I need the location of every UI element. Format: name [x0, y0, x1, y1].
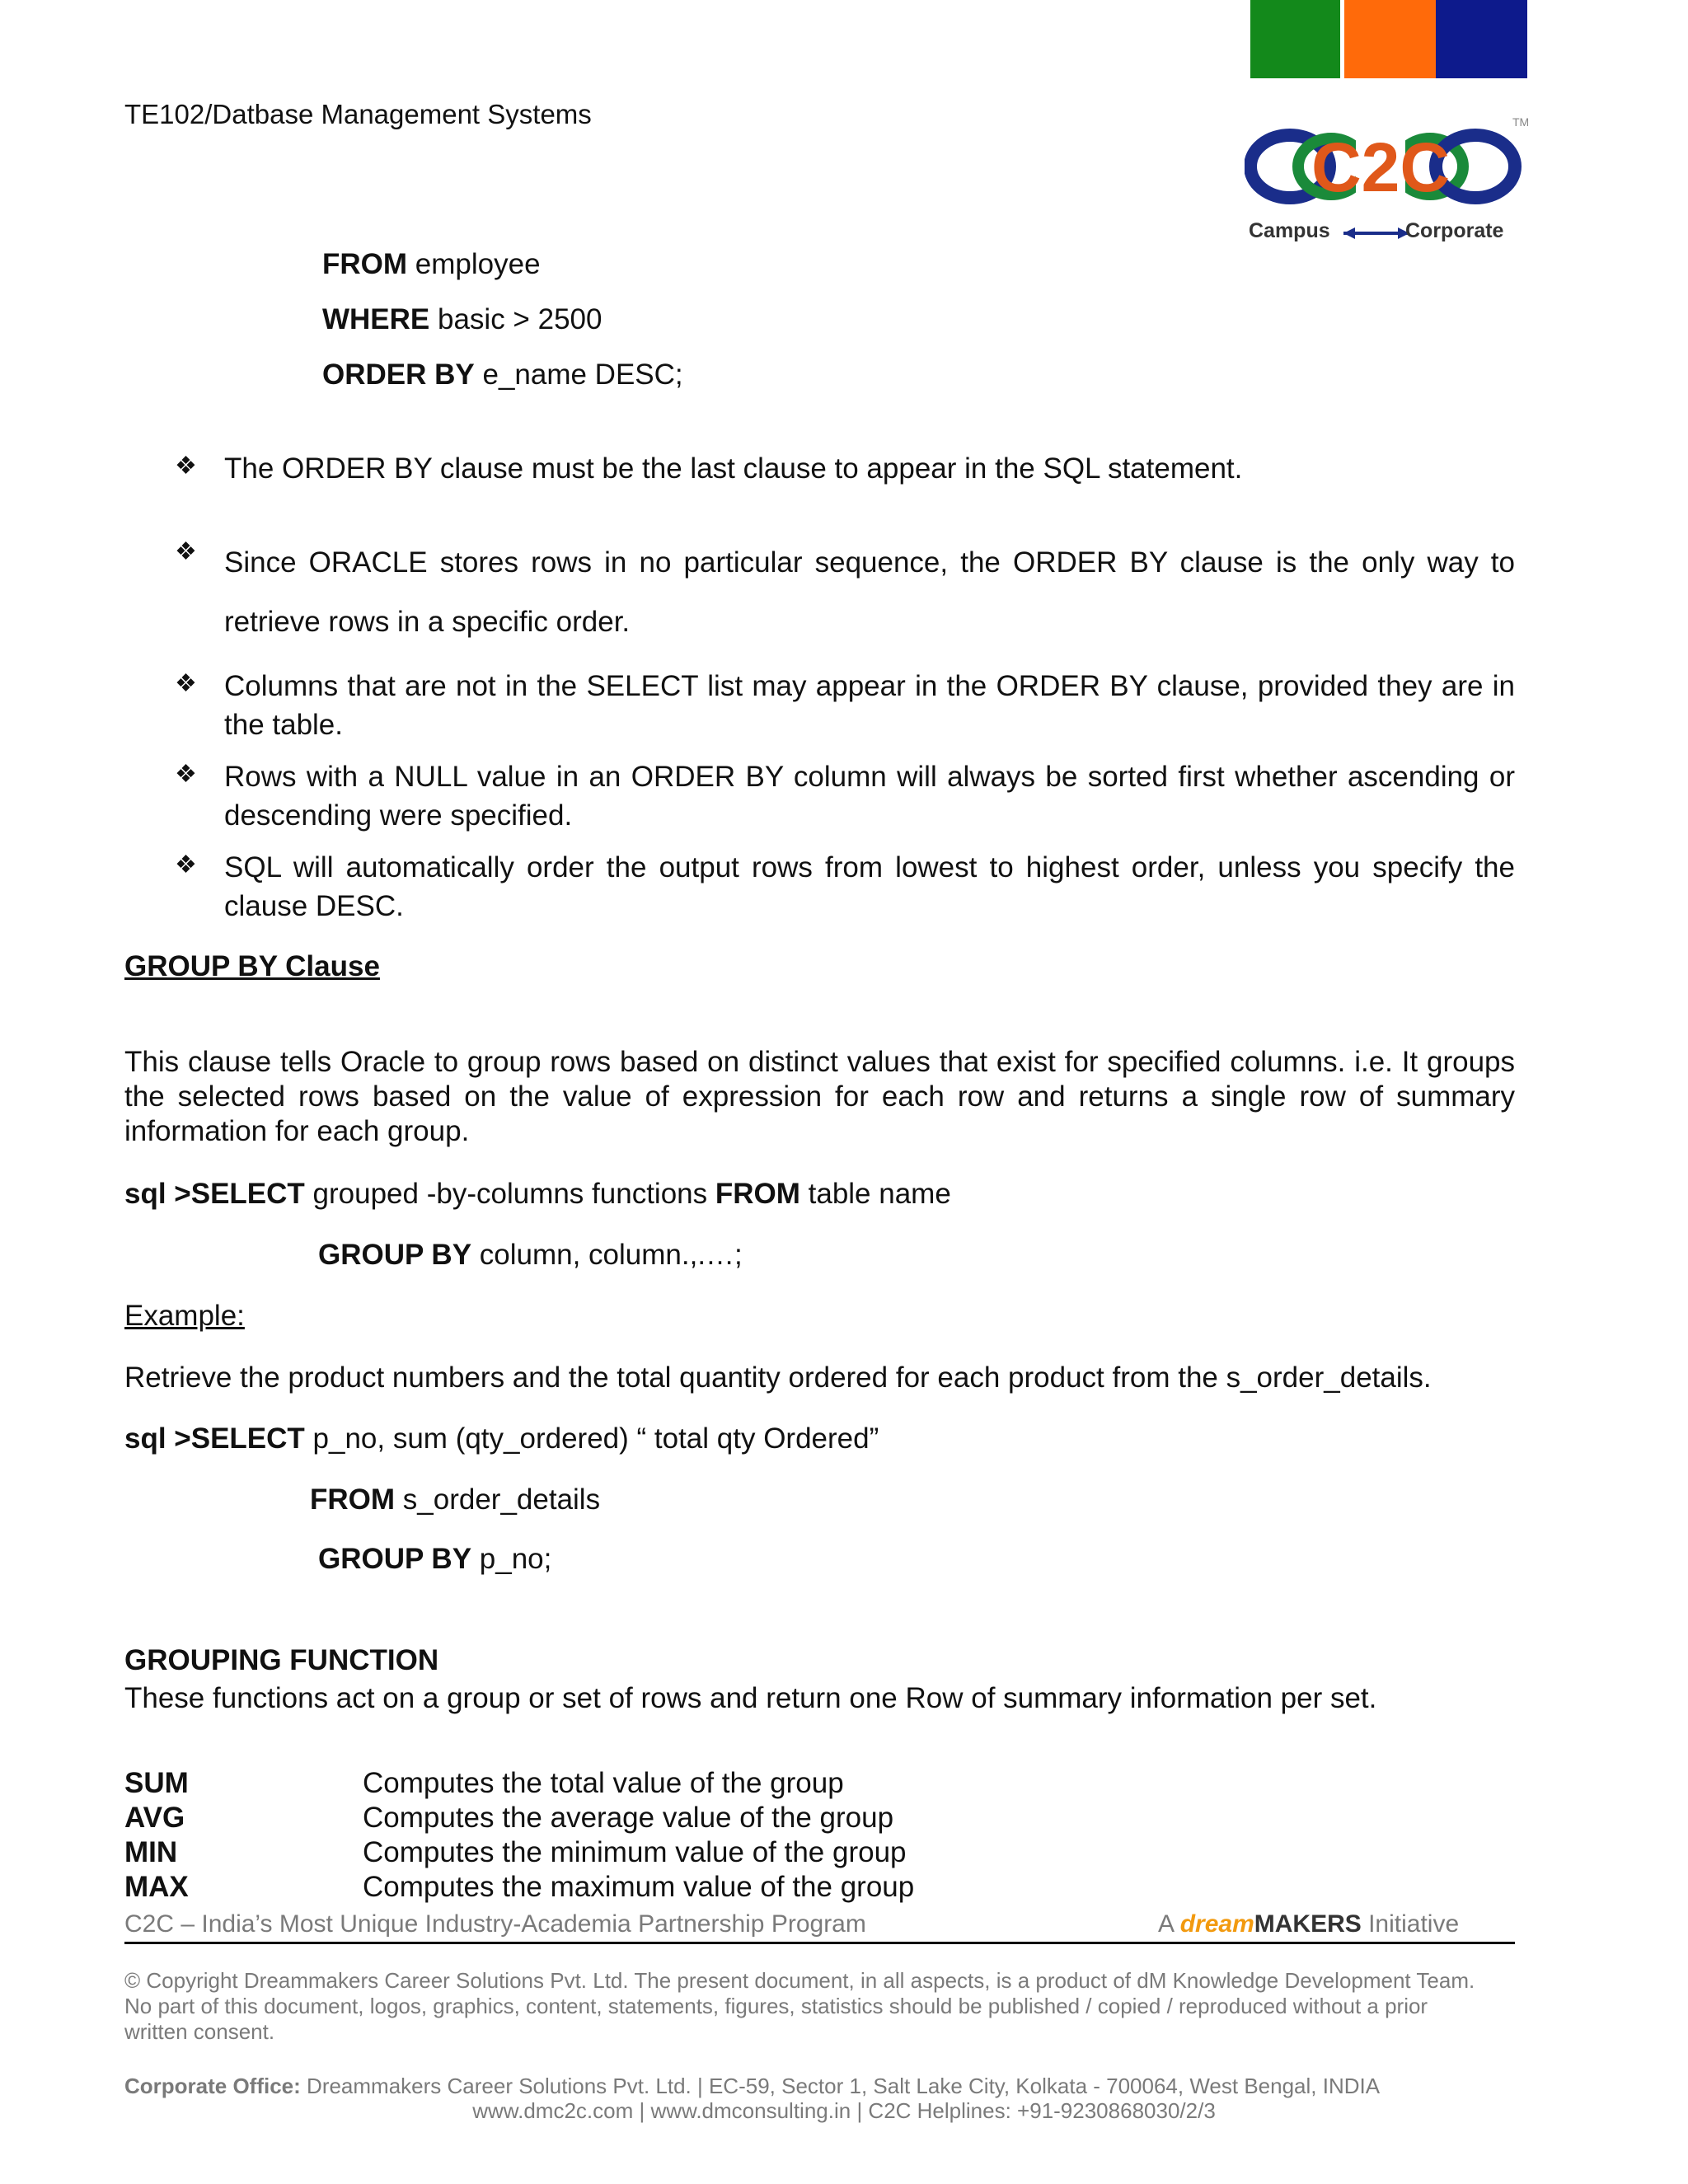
diamond-bullet-icon: ❖ [175, 761, 197, 788]
sql-text: grouped -by-columns functions [304, 1178, 715, 1210]
sql-text: s_order_details [395, 1483, 601, 1516]
query1-from-line [322, 247, 541, 282]
function-name: SUM [124, 1767, 189, 1799]
query1-where-line [322, 302, 602, 337]
grouping-function-intro: These functions act on a group or set of rows and return one Row of summary information per set. [124, 1682, 1377, 1714]
initiative-prefix: A [1158, 1910, 1180, 1938]
footer-divider [124, 1942, 1515, 1944]
diamond-bullet-icon: ❖ [175, 670, 197, 697]
diamond-bullet-icon: ❖ [175, 851, 197, 879]
group-by-paragraph: This clause tells Oracle to group rows based on distinct values that exist for specified columns. i.e. It groups the selected rows based on the value of expression for each row and returns a single row of summary information for each group. [124, 1046, 1515, 1147]
bullet-item: Rows with a NULL value in an ORDER BY column will always be sorted first whether ascending or descending were specified. [224, 761, 1515, 832]
sql-text: column, column.,.…; [471, 1239, 743, 1271]
orange-square [1344, 0, 1440, 78]
sql-keyword: ORDER BY [322, 359, 475, 391]
grouping-function-heading: GROUPING FUNCTION [124, 1644, 439, 1676]
example-query-line3 [318, 1542, 551, 1577]
sql-keyword: GROUP BY [318, 1239, 472, 1271]
c2c-logo [1245, 115, 1533, 247]
initiative-suffix: Initiative [1361, 1910, 1460, 1938]
bullet-item: The ORDER BY clause must be the last clause to appear in the SQL statement. [224, 452, 1243, 485]
sql-keyword: WHERE [322, 303, 430, 335]
office-label: Corporate Office: [124, 2074, 301, 2098]
blue-square [1436, 0, 1527, 78]
sql-text: e_name DESC; [474, 359, 683, 391]
group-by-heading: GROUP BY Clause [124, 950, 380, 982]
bullet-item: Columns that are not in the SELECT list may appear in the ORDER BY clause, provided they are in the table. [224, 670, 1515, 741]
example-label: Example: [124, 1300, 245, 1332]
group-by-syntax-line2 [318, 1238, 743, 1272]
sql-text: p_no, sum (qty_ordered) “ total qty Ordered” [304, 1422, 879, 1455]
function-description: Computes the average value of the group [363, 1802, 894, 1834]
footer-office-line [124, 2074, 1380, 2099]
footer-web-line: www.dmc2c.com | www.dmconsulting.in | C2C Helplines: +91-9230868030/2/3 [472, 2098, 1216, 2123]
sql-keyword: FROM [715, 1178, 800, 1210]
function-description: Computes the minimum value of the group [363, 1836, 907, 1868]
sql-keyword: sql >SELECT [124, 1422, 305, 1455]
function-description: Computes the total value of the group [363, 1767, 844, 1799]
logo-campus-label: Campus [1249, 219, 1330, 242]
footer-program-text: C2C – India’s Most Unique Industry-Academia Partnership Program [124, 1910, 866, 1938]
sql-text: basic > 2500 [429, 303, 603, 335]
course-title: TE102/Datbase Management Systems [124, 99, 592, 129]
example-query-line2 [310, 1483, 600, 1517]
sql-keyword: sql >SELECT [124, 1178, 305, 1210]
function-name: MAX [124, 1871, 189, 1903]
sql-text: employee [407, 248, 541, 280]
logo-corporate-label: Corporate [1405, 219, 1504, 242]
function-name: AVG [124, 1802, 185, 1834]
sql-text: table name [799, 1178, 951, 1210]
sql-keyword: FROM [310, 1483, 396, 1516]
group-by-syntax-line1 [124, 1177, 951, 1212]
example-query-line1 [124, 1422, 879, 1456]
bullet-item: SQL will automatically order the output rows from lowest to highest order, unless you specify the clause DESC. [224, 851, 1515, 922]
sql-keyword: GROUP BY [318, 1543, 472, 1575]
svg-text:C2C: C2C [1311, 129, 1451, 206]
office-text: Dreammakers Career Solutions Pvt. Ltd. | EC-59, Sector 1, Salt Lake City, Kolkata - 700064, West Bengal, INDIA [300, 2074, 1381, 2098]
function-description: Computes the maximum value of the group [363, 1871, 915, 1903]
bullet-item: Since ORACLE stores rows in no particular sequence, the ORDER BY clause is the only way to retrieve rows in a specific order. [224, 546, 1515, 638]
query1-orderby-line [322, 358, 683, 392]
initiative-dream: dream [1179, 1910, 1254, 1938]
initiative-makers: MAKERS [1254, 1910, 1362, 1938]
example-text: Retrieve the product numbers and the total quantity ordered for each product from the s_order_details. [124, 1361, 1432, 1394]
sql-keyword: FROM [322, 248, 408, 280]
sql-text: p_no; [471, 1543, 552, 1575]
green-square [1250, 0, 1340, 78]
footer-initiative [1158, 1910, 1459, 1938]
trademark-mark: TM [1512, 115, 1530, 129]
diamond-bullet-icon: ❖ [175, 538, 197, 565]
diamond-bullet-icon: ❖ [175, 452, 197, 480]
footer-copyright: © Copyright Dreammakers Career Solutions Pvt. Ltd. The present document, in all aspects, is a product of dM Knowledge Development Team. No part of this document, logos, graphics, content, statements, figures, statistics should be published / copied / reproduced without a prior written consent. [124, 1968, 1475, 2044]
function-name: MIN [124, 1836, 178, 1868]
